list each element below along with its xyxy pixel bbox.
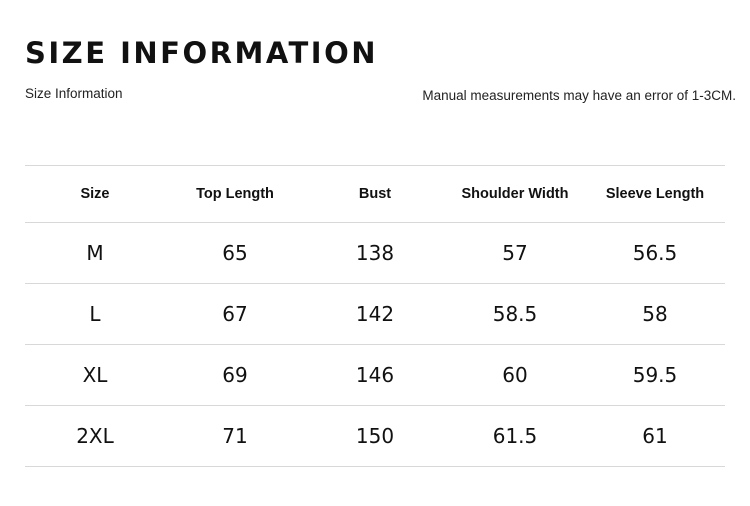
cell-bust: 150 [305,406,445,467]
table-row [25,345,725,406]
cell-bust: 138 [305,223,445,284]
cell-top-length: 65 [165,223,305,284]
cell-size: 2XL [25,406,165,467]
cell-top-length: 71 [165,406,305,467]
column-header-shoulder-width: Shoulder Width [445,166,585,223]
page-subtitle: Size Information [25,86,123,101]
cell-top-length: 67 [165,284,305,345]
column-header-bust: Bust [305,166,445,223]
table-header [25,166,725,223]
cell-top-length: 69 [165,345,305,406]
cell-shoulder-width: 60 [445,345,585,406]
size-chart-table [25,165,725,467]
column-header-sleeve-length: Sleeve Length [585,166,725,223]
cell-sleeve-length: 59.5 [585,345,725,406]
table-body [25,223,725,467]
measurement-note: Manual measurements may have an error of 1-3CM. [422,88,736,103]
page-title: SIZE INFORMATION [25,36,379,70]
cell-size: XL [25,345,165,406]
column-header-size: Size [25,166,165,223]
table-row [25,406,725,467]
cell-bust: 142 [305,284,445,345]
cell-size: M [25,223,165,284]
cell-shoulder-width: 57 [445,223,585,284]
cell-sleeve-length: 61 [585,406,725,467]
table-header-row [25,166,725,223]
cell-sleeve-length: 56.5 [585,223,725,284]
cell-size: L [25,284,165,345]
cell-sleeve-length: 58 [585,284,725,345]
cell-shoulder-width: 58.5 [445,284,585,345]
cell-shoulder-width: 61.5 [445,406,585,467]
table-row [25,284,725,345]
table-row [25,223,725,284]
cell-bust: 146 [305,345,445,406]
column-header-top-length: Top Length [165,166,305,223]
